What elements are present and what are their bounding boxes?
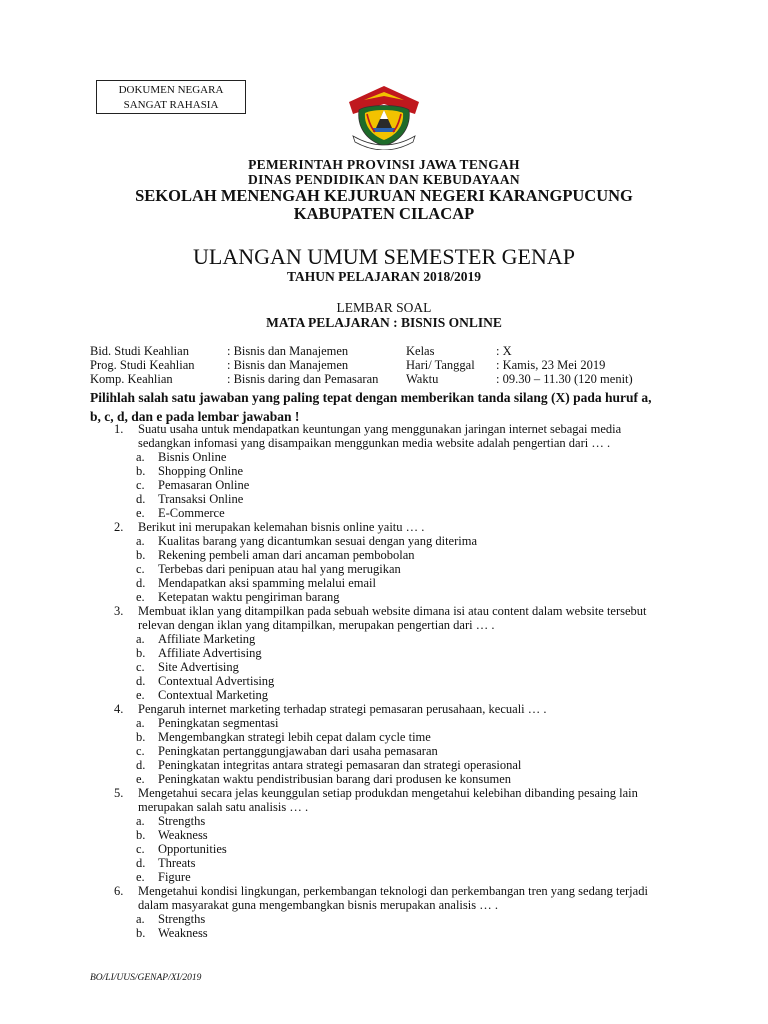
jawa-tengah-emblem-icon xyxy=(343,80,425,150)
answer-option xyxy=(114,506,674,520)
option-text: Shopping Online xyxy=(158,464,244,478)
answer-option xyxy=(114,464,674,478)
question-item xyxy=(114,702,674,716)
sheet-label: LEMBAR SOAL xyxy=(336,300,432,315)
question-item xyxy=(114,884,674,912)
option-text: Opportunities xyxy=(158,842,227,856)
answer-option xyxy=(114,576,674,590)
info-key: Kelas xyxy=(406,344,435,358)
info-key: Komp. Keahlian xyxy=(90,372,173,386)
option-letter: a. xyxy=(136,716,145,730)
answer-option xyxy=(114,632,674,646)
answer-option xyxy=(114,842,674,856)
question-number: 3. xyxy=(114,604,124,618)
option-text: Strengths xyxy=(158,814,206,828)
exam-title: ULANGAN UMUM SEMESTER GENAP xyxy=(193,244,575,269)
option-text: Peningkatan segmentasi xyxy=(158,716,279,730)
info-key: Hari/ Tanggal xyxy=(406,358,475,372)
option-text: Threats xyxy=(158,856,196,870)
answer-option xyxy=(114,492,674,506)
question-number: 1. xyxy=(114,422,124,436)
answer-option xyxy=(114,772,674,786)
option-letter: c. xyxy=(136,562,145,576)
option-text: Affiliate Marketing xyxy=(158,632,256,646)
answer-option xyxy=(114,548,674,562)
option-letter: b. xyxy=(136,926,146,940)
question-text: Berikut ini merupakan kelemahan bisnis online yaitu … . xyxy=(138,520,425,534)
option-text: Ketepatan waktu pengiriman barang xyxy=(158,590,340,604)
option-letter: b. xyxy=(136,828,146,842)
option-text: Mendapatkan aksi spamming melalui email xyxy=(158,576,376,590)
answer-option xyxy=(114,660,674,674)
info-value: : Bisnis daring dan Pemasaran xyxy=(227,372,379,386)
answer-option xyxy=(114,590,674,604)
info-key: Bid. Studi Keahlian xyxy=(90,344,189,358)
option-text: Contextual Marketing xyxy=(158,688,269,702)
option-text: Pemasaran Online xyxy=(158,478,250,492)
option-text: Rekening pembeli aman dari ancaman pembobolan xyxy=(158,548,415,562)
option-text: Affiliate Advertising xyxy=(158,646,262,660)
option-letter: e. xyxy=(136,506,145,520)
option-letter: e. xyxy=(136,870,145,884)
answer-option xyxy=(114,828,674,842)
answer-option xyxy=(114,856,674,870)
option-letter: c. xyxy=(136,478,145,492)
question-number: 2. xyxy=(114,520,124,534)
header-department: DINAS PENDIDIKAN DAN KEBUDAYAAN xyxy=(248,172,520,187)
question-number: 6. xyxy=(114,884,124,898)
option-text: Bisnis Online xyxy=(158,450,227,464)
option-text: Peningkatan waktu pendistribusian barang dari produsen ke konsumen xyxy=(158,772,512,786)
info-value: : Kamis, 23 Mei 2019 xyxy=(496,358,606,372)
option-text: Mengembangkan strategi lebih cepat dalam cycle time xyxy=(158,730,431,744)
option-letter: c. xyxy=(136,842,145,856)
option-letter: b. xyxy=(136,548,146,562)
info-value: : 09.30 – 11.30 (120 menit) xyxy=(496,372,633,386)
option-text: Peningkatan pertanggungjawaban dari usaha pemasaran xyxy=(158,744,438,758)
info-key: Waktu xyxy=(406,372,439,386)
option-text: Strengths xyxy=(158,912,206,926)
option-letter: a. xyxy=(136,912,145,926)
answer-option xyxy=(114,562,674,576)
document-classification-box xyxy=(96,80,246,114)
question-text: Suatu usaha untuk mendapatkan keuntungan yang menggunakan jaringan internet sebagai media sedangkan infomasi yang disampaikan menggunkan media website adalah pengertian dari … . xyxy=(138,422,622,450)
answer-option xyxy=(114,534,674,548)
answer-option xyxy=(114,926,674,940)
answer-option xyxy=(114,674,674,688)
option-letter: b. xyxy=(136,730,146,744)
document-code: BO/LI/UUS/GENAP/XI/2019 xyxy=(90,973,202,983)
question-number: 4. xyxy=(114,702,124,716)
option-letter: a. xyxy=(136,534,145,548)
academic-year: TAHUN PELAJARAN 2018/2019 xyxy=(286,269,481,284)
option-letter: d. xyxy=(136,758,146,772)
answer-option xyxy=(114,646,674,660)
answer-option xyxy=(114,870,674,884)
answer-option xyxy=(114,758,674,772)
header-school: SEKOLAH MENENGAH KEJURUAN NEGERI KARANGPUCUNG xyxy=(135,186,633,205)
option-text: Contextual Advertising xyxy=(158,674,275,688)
subject-label: MATA PELAJARAN : BISNIS ONLINE xyxy=(266,315,502,330)
option-letter: c. xyxy=(136,660,145,674)
instruction-text: Pilihlah salah satu jawaban yang paling tepat dengan memberikan tanda silang (X) pada huruf a, b, c, d, dan e pada lembar jawaban ! xyxy=(90,390,652,424)
info-value: : Bisnis dan Manajemen xyxy=(227,358,349,372)
answer-option xyxy=(114,688,674,702)
option-text: Transaksi Online xyxy=(158,492,244,506)
option-text: Weakness xyxy=(158,828,208,842)
option-letter: d. xyxy=(136,856,146,870)
option-text: Terbebas dari penipuan atau hal yang merugikan xyxy=(158,562,401,576)
header-regency: KABUPATEN CILACAP xyxy=(293,204,475,223)
option-letter: a. xyxy=(136,632,145,646)
answer-option xyxy=(114,450,674,464)
info-value: : X xyxy=(496,344,512,358)
answer-option xyxy=(114,744,674,758)
question-item xyxy=(114,786,674,814)
answer-option xyxy=(114,730,674,744)
option-letter: e. xyxy=(136,590,145,604)
option-letter: e. xyxy=(136,688,145,702)
question-list xyxy=(114,422,674,940)
option-letter: c. xyxy=(136,744,145,758)
answer-option xyxy=(114,716,674,730)
answer-option xyxy=(114,478,674,492)
info-key: Prog. Studi Keahlian xyxy=(90,358,195,372)
question-number: 5. xyxy=(114,786,124,800)
option-letter: b. xyxy=(136,464,146,478)
option-letter: d. xyxy=(136,492,146,506)
option-letter: d. xyxy=(136,674,146,688)
option-text: Weakness xyxy=(158,926,208,940)
option-letter: e. xyxy=(136,772,145,786)
question-text: Mengetahui secara jelas keunggulan setiap produkdan mengetahui kelebihan dibanding pesaing lain merupakan salah satu analisis … . xyxy=(138,786,638,814)
info-value: : Bisnis dan Manajemen xyxy=(227,344,349,358)
option-text: Site Advertising xyxy=(158,660,239,674)
question-item xyxy=(114,422,674,450)
question-text: Pengaruh internet marketing terhadap strategi pemasaran perusahaan, kecuali … . xyxy=(138,702,547,716)
question-item xyxy=(114,520,674,534)
option-letter: d. xyxy=(136,576,146,590)
option-text: Figure xyxy=(158,870,191,884)
option-letter: a. xyxy=(136,450,145,464)
question-text: Mengetahui kondisi lingkungan, perkembangan teknologi dan perkembangan tren yang sedang terjadi dalam masyarakat guna mengembangkan bisnis merupakan analisis … . xyxy=(138,884,648,912)
doc-label-line: DOKUMEN NEGARA xyxy=(118,84,224,96)
doc-label-line: SANGAT RAHASIA xyxy=(123,99,219,111)
answer-option xyxy=(114,912,674,926)
header-government: PEMERINTAH PROVINSI JAWA TENGAH xyxy=(248,157,520,172)
question-item xyxy=(114,604,674,632)
answer-option xyxy=(114,814,674,828)
option-text: Kualitas barang yang dicantumkan sesuai dengan yang diterima xyxy=(158,534,477,548)
option-letter: a. xyxy=(136,814,145,828)
question-text: Membuat iklan yang ditampilkan pada sebuah website dimana isi atau content dalam website tersebut relevan dengan iklan yang ditampilkan, merupakan pengertian dari … . xyxy=(138,604,647,632)
option-letter: b. xyxy=(136,646,146,660)
option-text: Peningkatan integritas antara strategi pemasaran dan strategi operasional xyxy=(158,758,522,772)
option-text: E-Commerce xyxy=(158,506,225,520)
